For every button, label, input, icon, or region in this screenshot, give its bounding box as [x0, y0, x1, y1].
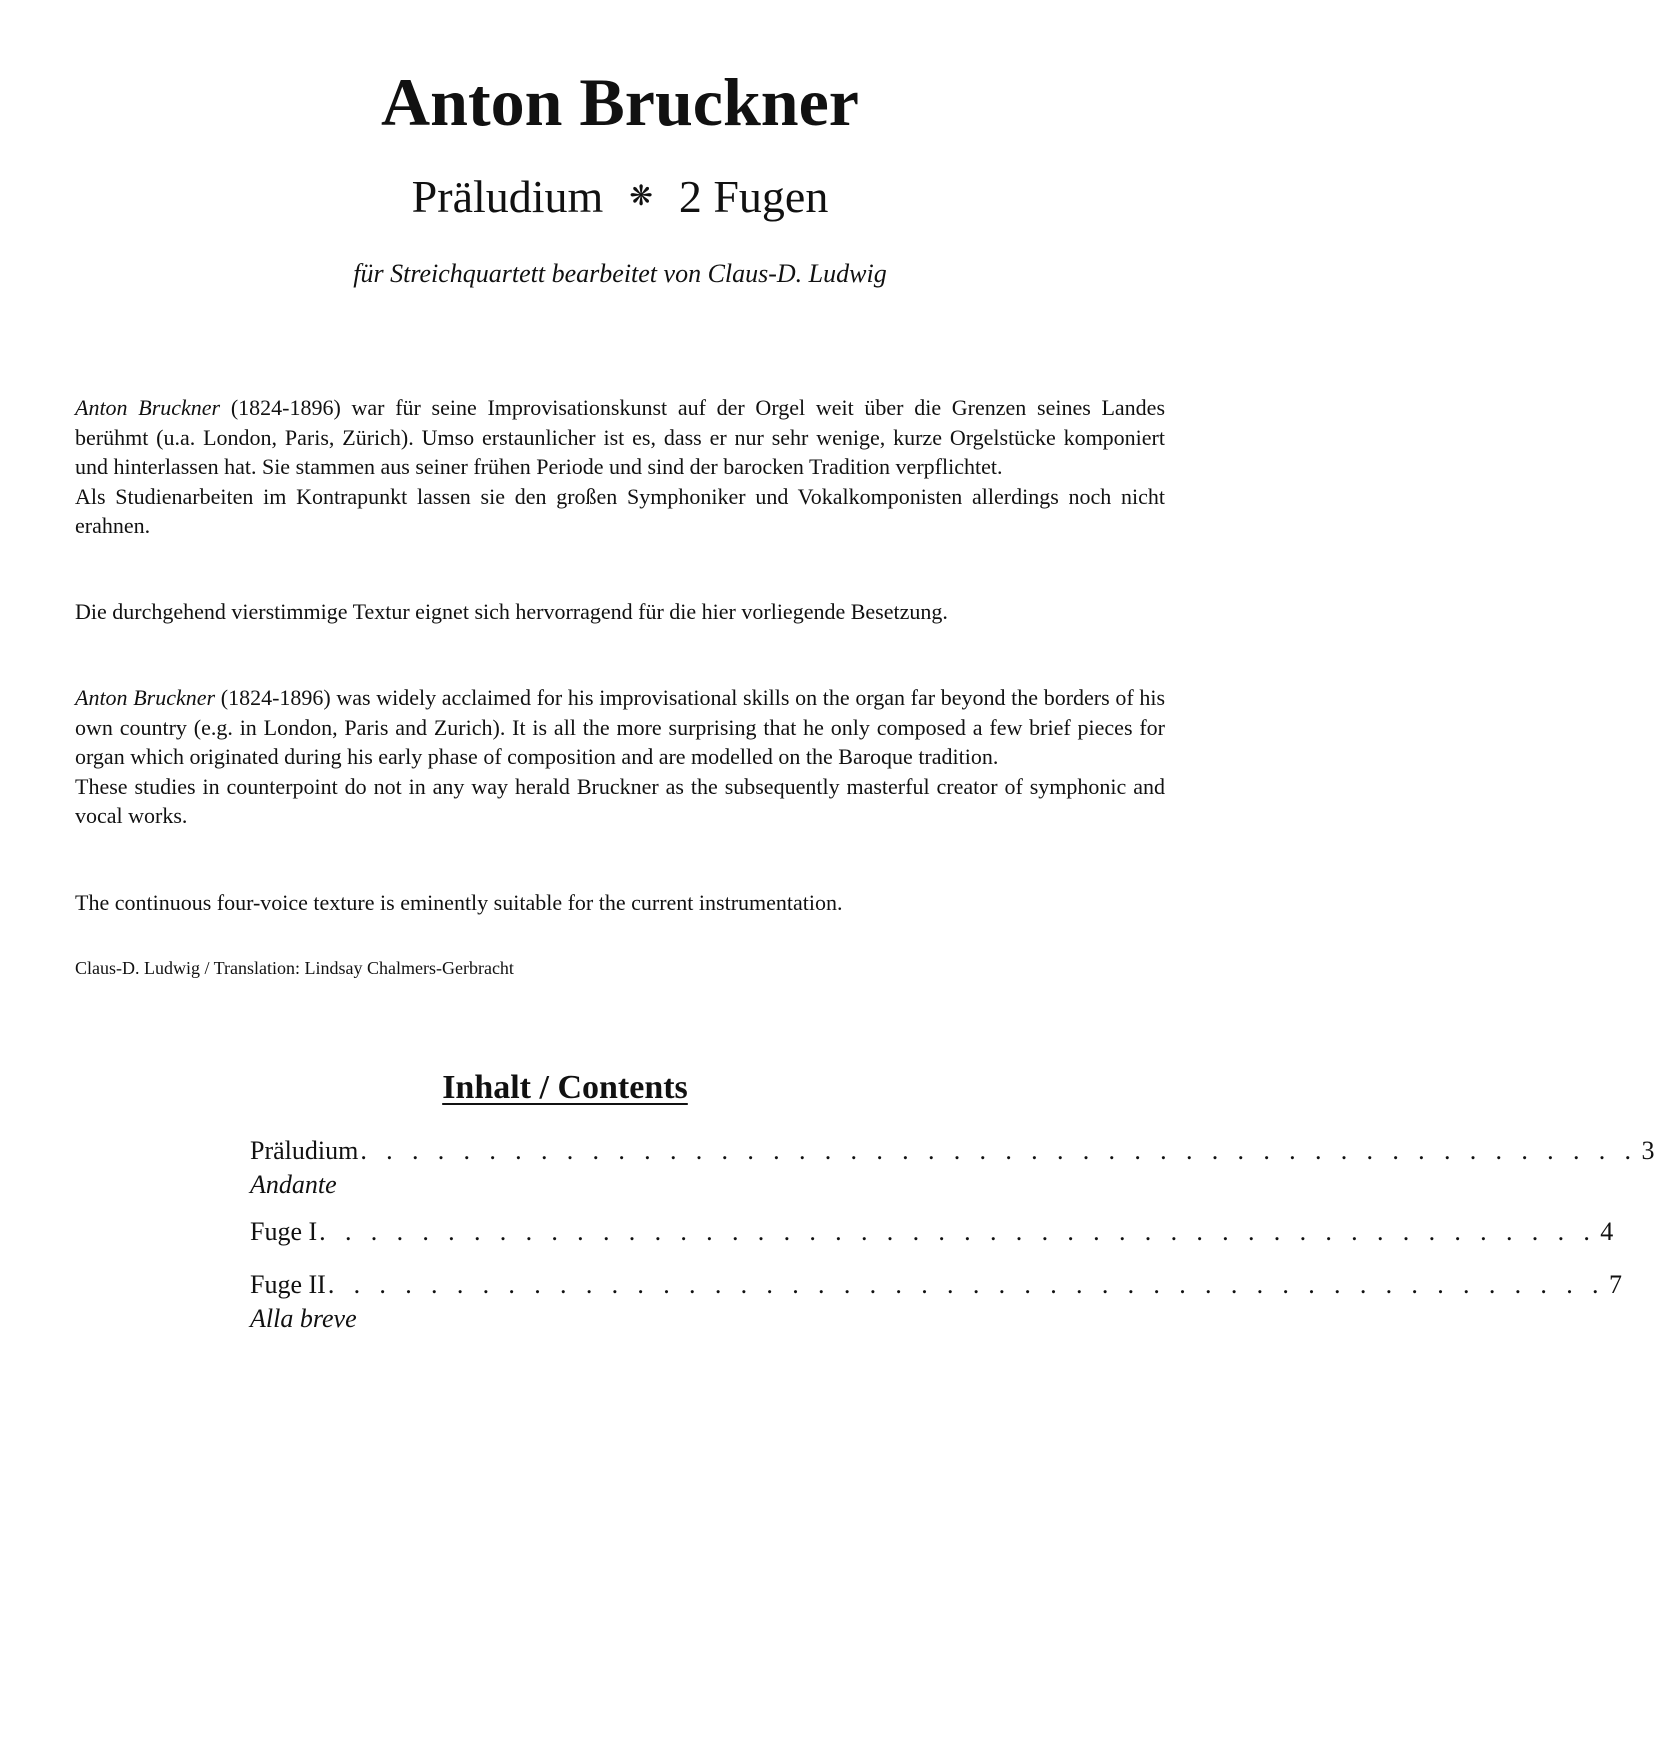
subtitle-fugues: 2 Fugen: [678, 171, 829, 222]
work-subtitle: [0, 168, 1240, 230]
german-paragraph-2: Als Studienarbeiten im Kontrapunkt lassen sie den großen Symphoniker und Vokalkomponisten allerdings noch nicht erahnen.: [75, 483, 1165, 538]
toc-dot-leader: . . . . . . . . . . . . . . . . . . . . . . . . . . . . . . . . . . . . . . . . . . . . . . . . . .: [319, 1217, 1597, 1246]
german-paragraph-1-text: (1824-1896) war für seine Improvisationskunst auf der Orgel weit über die Grenzen seines Landes berühmt (u.a. London, Paris, Zürich). Umso erstaunlicher ist es, dass er nur sehr wenige, kurze Orgelstücke komponiert und hinterlassen hat. Sie stammen aus seiner frühen Periode und sind der barocken Tradition verpflichtet.: [75, 395, 1166, 479]
arranger-line: für Streichquartett bearbeitet von Claus-D. Ludwig: [353, 259, 887, 288]
asterisk-ornament-icon: ❋: [629, 181, 653, 213]
german-composer-name: Anton Bruckner: [75, 395, 221, 420]
toc-title: Fuge II: [250, 1270, 326, 1299]
translation-credit: Claus-D. Ludwig / Translation: Lindsay Chalmers-Gerbracht: [75, 958, 514, 978]
toc-row: [250, 1215, 1614, 1249]
english-paragraph-2: These studies in counterpoint do not in any way herald Bruckner as the subsequently masterful creator of symphonic and vocal works.: [75, 773, 1165, 828]
german-intro: [75, 393, 1165, 541]
toc-tempo: Andante: [250, 1170, 337, 1199]
german-paragraph-1: [75, 393, 1165, 482]
english-paragraph-1: [75, 683, 1165, 772]
english-closing: [75, 888, 1165, 918]
subtitle-prelude: Präludium: [411, 171, 604, 222]
english-composer-name: Anton Bruckner: [75, 685, 216, 710]
toc-page-number: 7: [1608, 1270, 1622, 1299]
toc-row: [250, 1268, 1622, 1302]
toc-entry-fuge-2[interactable]: [250, 1268, 1622, 1336]
toc-page-number: 3: [1641, 1136, 1654, 1165]
toc-dot-leader: . . . . . . . . . . . . . . . . . . . . . . . . . . . . . . . . . . . . . . . . . . . . . . . . . .: [327, 1270, 1605, 1299]
toc-entry-praeludium[interactable]: [250, 1134, 1654, 1202]
german-closing: [75, 597, 1165, 627]
toc-dot-leader: . . . . . . . . . . . . . . . . . . . . . . . . . . . . . . . . . . . . . . . . . . . . . . . . . .: [360, 1136, 1638, 1165]
contents-heading: Inhalt / Contents: [442, 1069, 688, 1106]
english-intro: [75, 683, 1165, 831]
english-paragraph-1-text: (1824-1896) was widely acclaimed for his improvisational skills on the organ far beyond the borders of his own country (e.g. in London, Paris and Zurich). It is all the more surprising that he only composed a few brief pieces for organ which originated during his early phase of composition and are modelled on the Baroque tradition.: [75, 685, 1166, 769]
english-paragraph-3: The continuous four-voice texture is eminently suitable for the current instrumentation.: [75, 890, 843, 915]
toc-entry-fuge-1[interactable]: [250, 1215, 1614, 1249]
toc-page-number: 4: [1600, 1217, 1614, 1246]
toc-title: Präludium: [250, 1136, 359, 1165]
german-paragraph-3: Die durchgehend vierstimmige Textur eignet sich hervorragend für die hier vorliegende Besetzung.: [75, 599, 948, 624]
composer-title: Anton Bruckner: [381, 64, 859, 140]
toc-tempo: Alla breve: [250, 1304, 357, 1333]
toc-row: [250, 1134, 1654, 1168]
toc-title: Fuge I: [250, 1217, 318, 1246]
